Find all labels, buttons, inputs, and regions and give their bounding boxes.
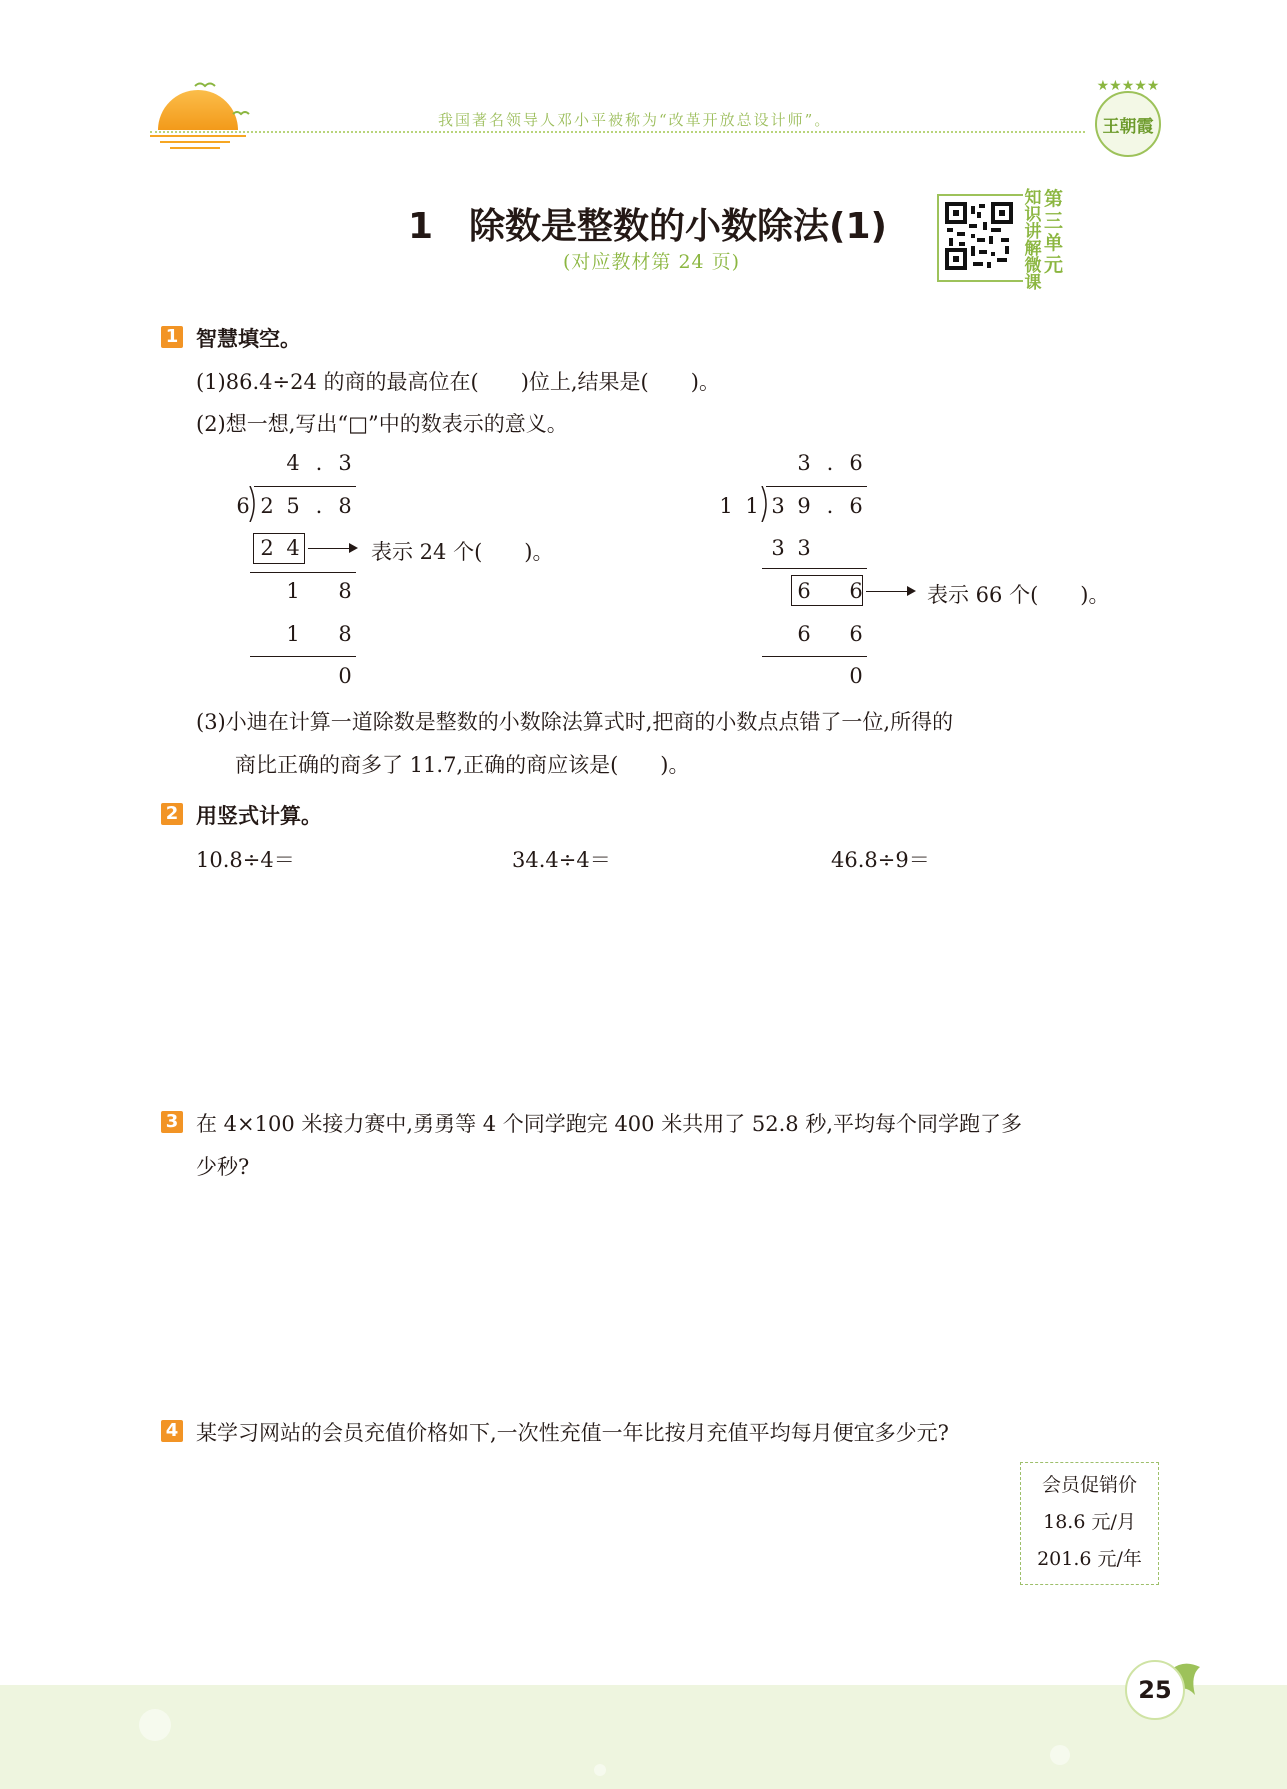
div-a-note: 表示 24 个( )。: [371, 540, 554, 564]
div-a-dividend-point: .: [315, 494, 323, 518]
div-b-step2-digit: 6: [849, 579, 863, 603]
div-b-arrow-icon: [866, 591, 914, 592]
q1-title: 智慧填空。: [196, 327, 301, 351]
brand-char-1: 王: [1102, 117, 1120, 137]
q2-problem-3: 46.8÷9＝: [831, 848, 930, 872]
q1-part2: (2)想一想,写出“□”中的数表示的意义。: [196, 412, 568, 436]
q2-problem-1: 10.8÷4＝: [196, 848, 295, 872]
side-char: 课: [1024, 273, 1042, 293]
div-a-divisor: 6: [236, 494, 250, 518]
div-a-dividend-digit: 5: [286, 494, 300, 518]
div-b-vinculum: [766, 486, 867, 487]
brand-char-2: 朝: [1119, 117, 1137, 137]
q2-title: 用竖式计算。: [196, 804, 322, 828]
page-title: 1 除数是整数的小数除法(1): [408, 206, 888, 247]
div-a-remainder: 0: [338, 664, 352, 688]
div-b-divisor-digit: 1: [745, 494, 759, 518]
div-b-note: 表示 66 个( )。: [927, 583, 1110, 607]
q3-text-line1: 在 4×100 米接力赛中,勇勇等 4 个同学跑完 400 米共用了 52.8 秒,平均每个同学跑了多: [196, 1112, 1022, 1136]
div-a-dividend-digit: 8: [338, 494, 352, 518]
q3-number-badge: 3: [161, 1111, 183, 1133]
side-char: 识: [1024, 205, 1042, 225]
side-char: 第: [1044, 188, 1064, 210]
side-char: 三: [1044, 210, 1064, 232]
footer-bubbles: [0, 1685, 1287, 1789]
side-char: 微: [1024, 256, 1042, 276]
price-card: [1020, 1462, 1159, 1585]
price-card-title: 会员促销价: [1041, 1474, 1137, 1496]
page-subtitle: (对应教材第 24 页): [563, 251, 741, 273]
brand-char-3: 霞: [1136, 117, 1154, 137]
side-char: 元: [1044, 254, 1064, 276]
q4-number-badge: 4: [161, 1420, 183, 1442]
bird-icon: [193, 78, 253, 128]
q1-number-badge: 1: [161, 326, 183, 348]
price-yearly: 201.6 元/年: [1037, 1548, 1142, 1570]
div-b-dividend-digit: 6: [849, 494, 863, 518]
side-badge-col2: [1044, 188, 1062, 276]
price-monthly: 18.6 元/月: [1043, 1511, 1136, 1533]
div-a-quotient-digit: 3: [338, 451, 352, 475]
brand-badge: [1088, 78, 1168, 170]
div-b-rule: [762, 656, 867, 657]
side-char: 讲: [1024, 222, 1042, 242]
div-b-dividend-point: .: [826, 494, 834, 518]
div-a-step3-digit: 8: [338, 622, 352, 646]
q2-number-badge: 2: [161, 803, 183, 825]
header-divider: [150, 131, 1085, 133]
q1-part3-line2: 商比正确的商多了 11.7,正确的商应该是( )。: [235, 753, 690, 777]
page-number: 25: [1125, 1660, 1185, 1720]
div-a-step2-digit: 1: [286, 579, 300, 603]
svg-text:★★★★★: ★★★★★: [1096, 78, 1160, 94]
header-quote: 我国著名领导人邓小平被称为“改革开放总设计师”。: [438, 111, 832, 129]
side-badge-col1: [1024, 190, 1042, 292]
q3-text-line2: 少秒?: [196, 1155, 250, 1179]
div-b-quotient-digit: 6: [849, 451, 863, 475]
div-b-step1-digit: 3: [797, 536, 811, 560]
div-a-rule: [250, 656, 356, 657]
q4-text: 某学习网站的会员充值价格如下,一次性充值一年比按月充值平均每月便宜多少元?: [196, 1421, 949, 1445]
brand-name: [1096, 112, 1160, 137]
div-b-rule: [762, 568, 867, 569]
div-b-dividend-digit: 3: [771, 494, 785, 518]
div-b-dividend-digit: 9: [797, 494, 811, 518]
div-a-quotient-point: .: [315, 451, 323, 475]
div-a-step1-digit: 4: [286, 536, 300, 560]
div-a-dividend-digit: 2: [260, 494, 274, 518]
q1-part3-line1: (3)小迪在计算一道除数是整数的小数除法算式时,把商的小数点点错了一位,所得的: [196, 710, 954, 734]
q2-problem-2: 34.4÷4＝: [512, 848, 611, 872]
div-b-quotient-digit: 3: [797, 451, 811, 475]
div-a-vinculum: [254, 486, 356, 487]
div-b-step1-digit: 3: [771, 536, 785, 560]
div-b-divisor-digit: 1: [719, 494, 733, 518]
side-char: 解: [1024, 239, 1042, 259]
div-b-step3-digit: 6: [849, 622, 863, 646]
div-b-remainder: 0: [849, 664, 863, 688]
div-a-arrow-icon: [308, 548, 356, 549]
qr-code-icon[interactable]: [945, 202, 1013, 270]
q1-part1: (1)86.4÷24 的商的最高位在( )位上,结果是( )。: [196, 370, 720, 394]
div-a-step1-digit: 2: [260, 536, 274, 560]
div-b-step3-digit: 6: [797, 622, 811, 646]
div-a-rule: [250, 572, 356, 573]
side-char: 知: [1024, 188, 1042, 208]
div-a-quotient-digit: 4: [286, 451, 300, 475]
div-a-step2-digit: 8: [338, 579, 352, 603]
div-b-quotient-point: .: [826, 451, 834, 475]
div-a-step3-digit: 1: [286, 622, 300, 646]
div-b-step2-digit: 6: [797, 579, 811, 603]
side-char: 单: [1044, 232, 1064, 254]
